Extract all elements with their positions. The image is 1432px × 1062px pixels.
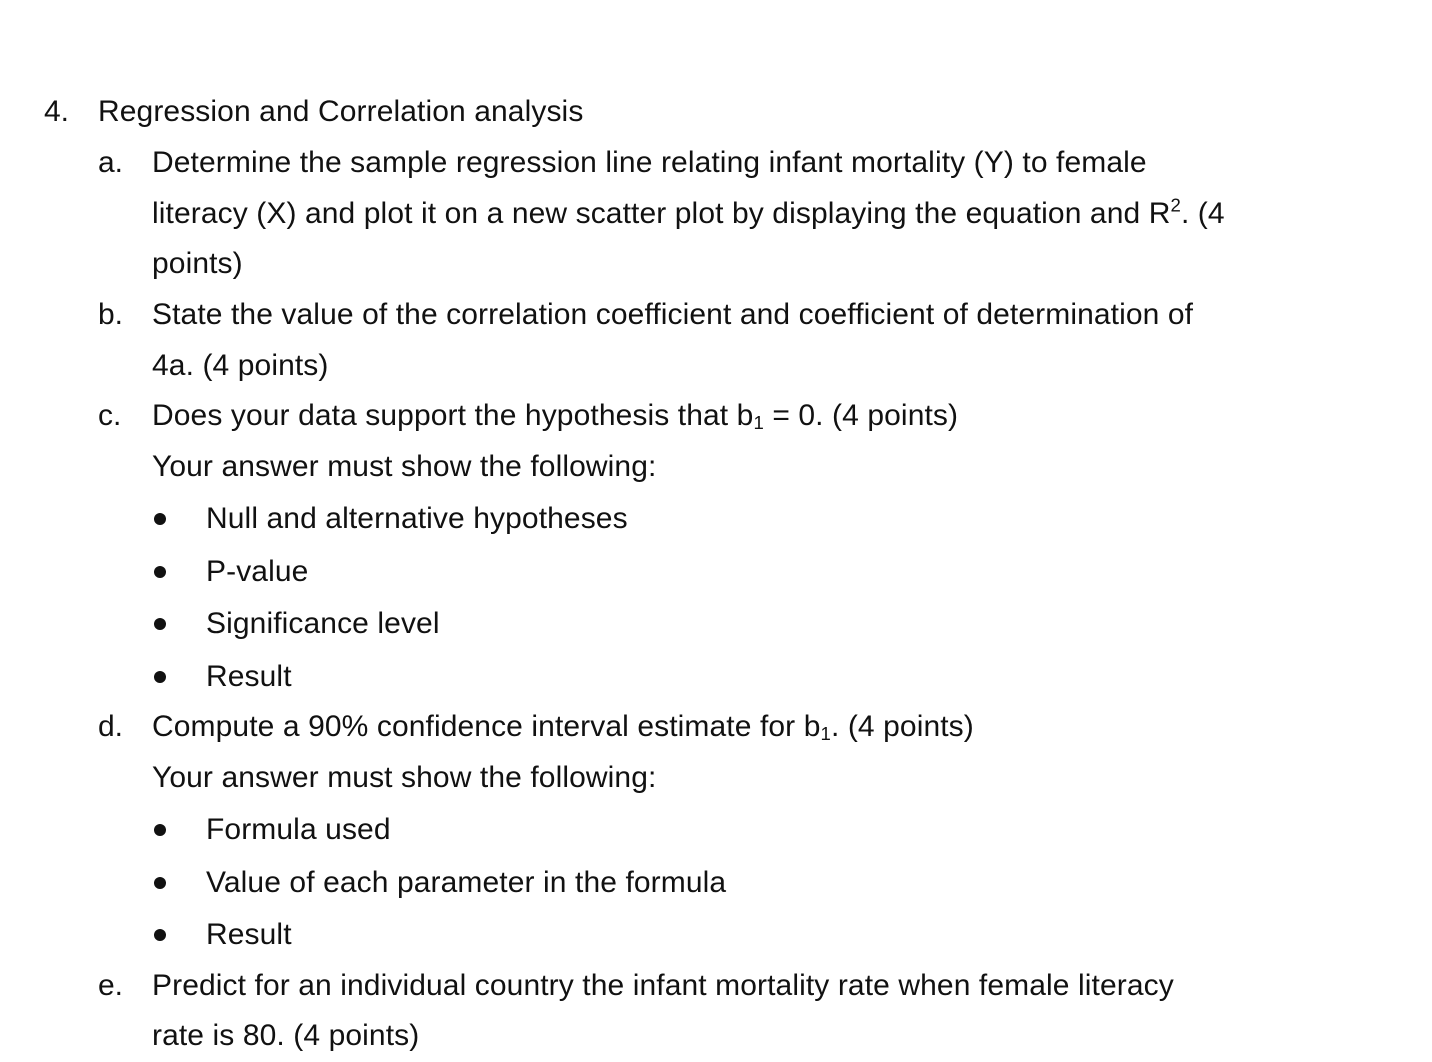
part-c-line-1-text: Does your data support the hypothesis that b (152, 399, 754, 432)
part-a-line-2-end: . (4 (1180, 197, 1225, 230)
part-c-line-1 (152, 396, 958, 436)
part-e-line-2: rate is 80. (4 points) (152, 1019, 420, 1052)
part-d-marker: d. (98, 710, 124, 743)
part-a-line-2-text: literacy (X) and plot it on a new scatter plot by displaying the equation and R (152, 197, 1171, 230)
part-c-bullet-1: Null and alternative hypotheses (206, 502, 628, 535)
question-title: Regression and Correlation analysis (98, 95, 584, 128)
part-d-instruction: Your answer must show the following: (152, 761, 657, 794)
part-a-line-3: points) (152, 247, 243, 280)
bullet-dot (154, 513, 166, 525)
part-b-line-2: 4a. (4 points) (152, 349, 329, 382)
part-d-line-1-text: Compute a 90% confidence interval estimate for b (152, 710, 821, 743)
question-number: 4. (44, 95, 70, 128)
b1-subscript: 1 (753, 412, 764, 434)
b1-subscript: 1 (820, 723, 831, 745)
bullet-dot (154, 566, 166, 578)
bullet-dot (154, 877, 166, 889)
part-a-line-2 (152, 194, 1225, 234)
part-b-line-1: State the value of the correlation coefficient and coefficient of determination of (152, 298, 1194, 331)
bullet-dot (154, 824, 166, 836)
part-e-marker: e. (98, 969, 124, 1002)
part-c-instruction: Your answer must show the following: (152, 450, 657, 483)
part-d-bullet-2: Value of each parameter in the formula (206, 866, 727, 899)
part-d-bullet-3: Result (206, 918, 292, 951)
part-d-line-1 (152, 707, 974, 747)
part-c-marker: c. (98, 399, 122, 432)
bullet-dot (154, 671, 166, 683)
bullet-dot (154, 929, 166, 941)
part-d-bullet-1: Formula used (206, 813, 391, 846)
bullet-dot (154, 618, 166, 630)
part-c-bullet-2: P-value (206, 555, 309, 588)
part-c-bullet-3: Significance level (206, 607, 440, 640)
r-squared-superscript: 2 (1170, 194, 1181, 216)
part-d-line-1-end: . (4 points) (830, 710, 974, 743)
part-a-marker: a. (98, 146, 124, 179)
part-c-line-1-end: = 0. (4 points) (763, 399, 959, 432)
part-c-bullet-4: Result (206, 660, 292, 693)
part-b-marker: b. (98, 298, 124, 331)
part-e-line-1: Predict for an individual country the infant mortality rate when female literacy (152, 969, 1174, 1002)
part-a-line-1: Determine the sample regression line relating infant mortality (Y) to female (152, 146, 1147, 179)
